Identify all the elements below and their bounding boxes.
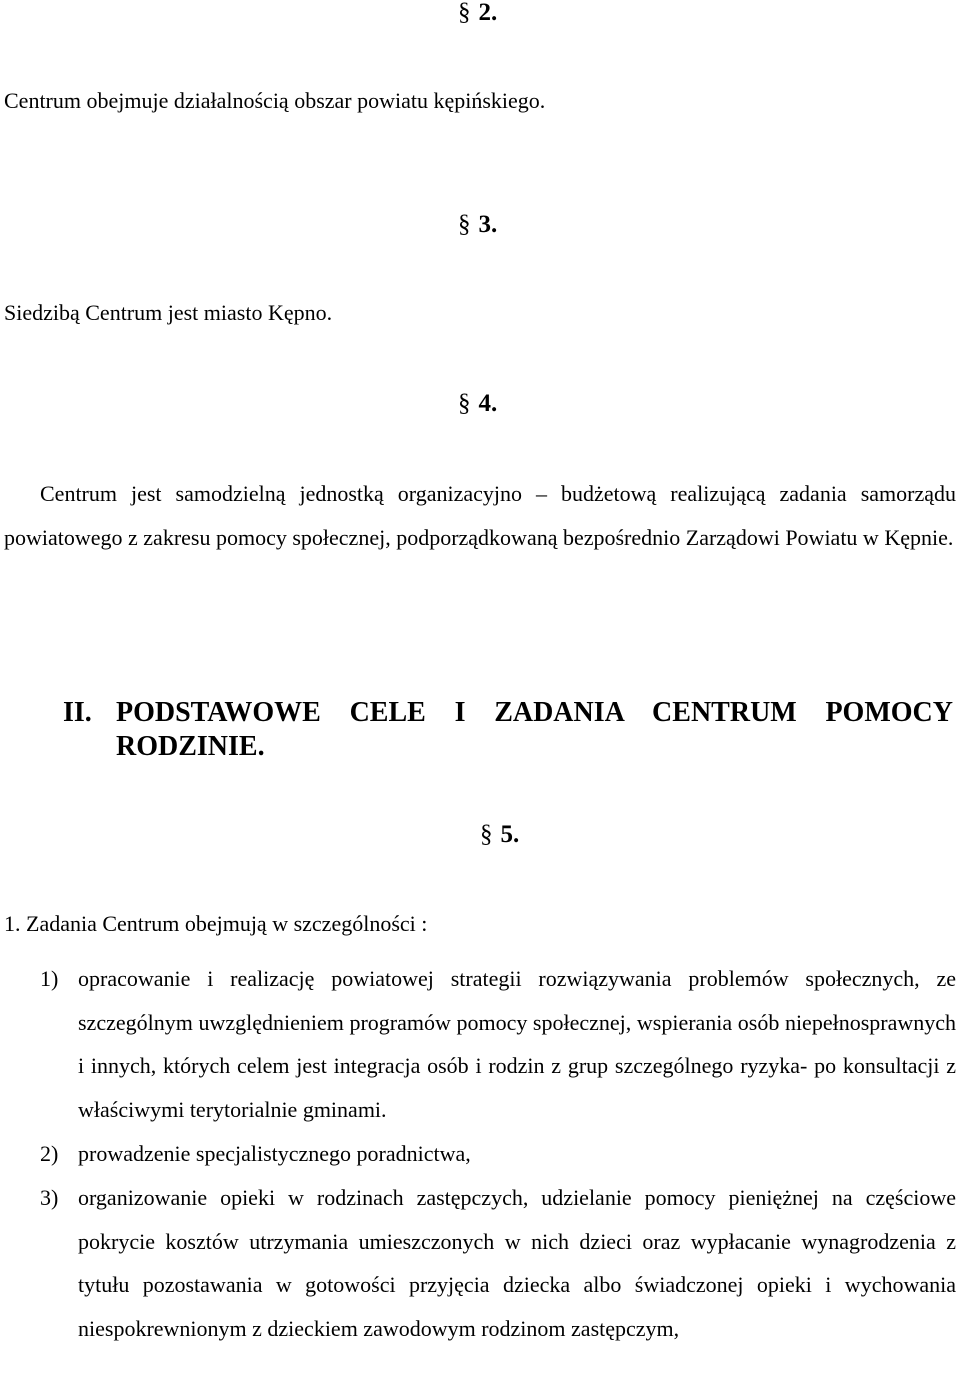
list-item-number: 2): [40, 1141, 59, 1166]
list-item-number: 1): [40, 966, 59, 991]
section-symbol: §: [480, 821, 493, 848]
chapter-number: II.: [63, 697, 92, 728]
section-2-heading: [458, 0, 497, 26]
paragraph-section-3: Siedzibą Centrum jest miasto Kępno.: [4, 300, 333, 325]
section-number: 4.: [478, 390, 498, 417]
section-symbol: §: [458, 211, 471, 238]
section-number: 3.: [478, 211, 498, 238]
section-5-heading: [480, 822, 519, 848]
list-item-number: 3): [40, 1185, 59, 1210]
section-4-heading: [458, 391, 497, 417]
paragraph-section-4: Centrum jest samodzielną jednostką organizacyjno – budżetową realizującą zadania samorządu powiatowego z zakresu pomocy społecznej, podporządkowaną bezpośrednio Zarządowi Powiatu w Kępnie.: [4, 481, 956, 550]
chapter-title: PODSTAWOWE CELE I ZADANIA CENTRUM POMOCY RODZINIE.: [116, 697, 953, 762]
section-symbol: §: [458, 0, 471, 26]
list-item-text: opracowanie i realizację powiatowej strategii rozwiązywania problemów społecznych, ze szczególnym uwzględnieniem programów pomocy społecznej, wspierania osób niepełnosprawnych i innych, których celem jest integracja osób i rodzin z grup szczególnego ryzyka- po konsultacji z właściwymi terytorialnie gminami.: [78, 966, 956, 1122]
section-symbol: §: [458, 390, 471, 417]
paragraph-section-2: Centrum obejmuje działalnością obszar powiatu kępińskiego.: [4, 88, 546, 113]
list-item: [40, 1176, 956, 1350]
list-item: [40, 1132, 956, 1176]
section-number: 5.: [500, 821, 520, 848]
section-number: 2.: [478, 0, 498, 26]
section-3-heading: [458, 212, 497, 238]
tasks-intro: 1. Zadania Centrum obejmują w szczególności :: [4, 911, 428, 936]
list-item-text: prowadzenie specjalistycznego poradnictwa,: [78, 1141, 471, 1166]
list-item-text: organizowanie opieki w rodzinach zastępczych, udzielanie pomocy pieniężnej na częściowe pokrycie kosztów utrzymania umieszczonych w nich dzieci oraz wypłacanie wynagrodzenia z tytułu pozostawania w gotowości przyjęcia dziecka albo świadczonej opieki i wychowania niespokrewnionym z dzieckiem zawodowym rodzinom zastępczym,: [78, 1185, 956, 1341]
list-item: [40, 957, 956, 1131]
